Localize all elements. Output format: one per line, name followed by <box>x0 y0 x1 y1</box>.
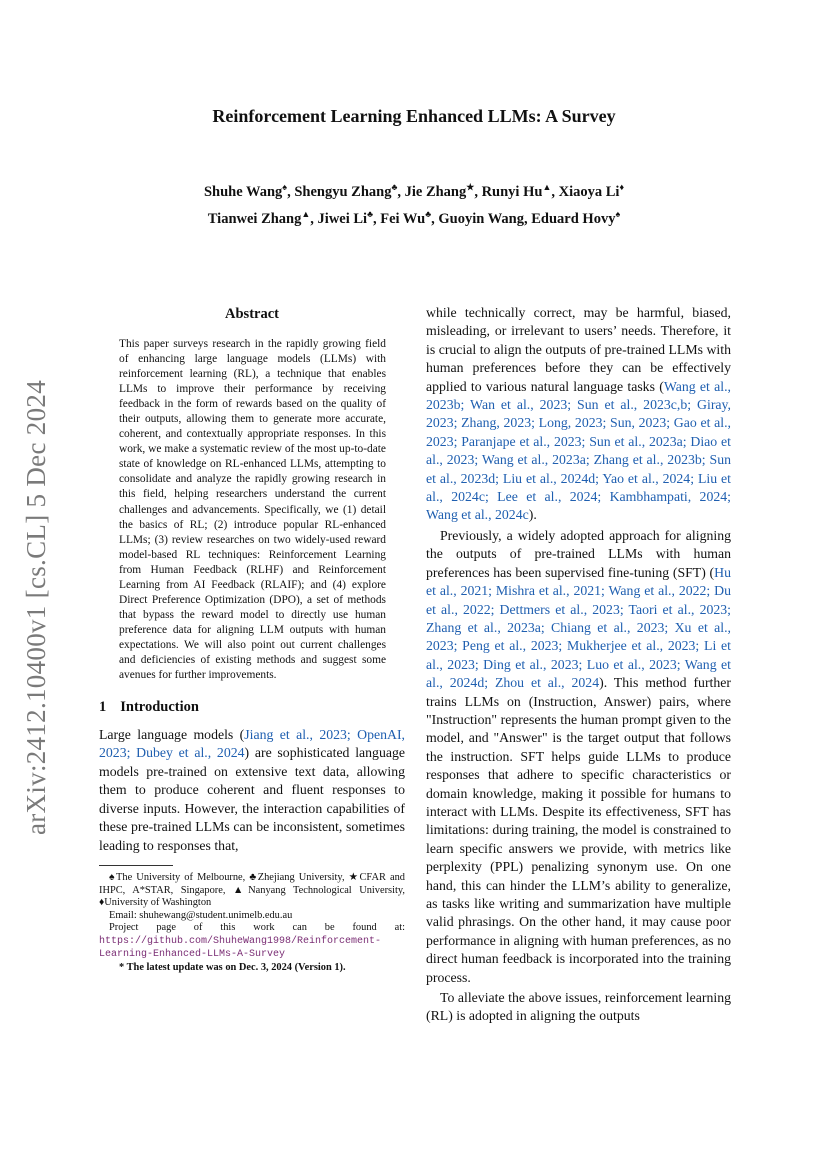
affiliations-footnote: ♠The University of Melbourne, ♣Zhejiang University, ★CFAR and IHPC, A*STAR, Singapore, ▲Nanyang Technological University, ♦University of Washington <box>99 871 405 909</box>
section-title: Introduction <box>120 699 199 716</box>
right-column <box>426 304 731 1026</box>
left-column <box>99 306 405 975</box>
author: Eduard Hovy♠ <box>531 208 621 227</box>
abstract-heading: Abstract <box>225 306 279 322</box>
body-paragraph: To alleviate the above issues, reinforcement learning (RL) is adopted in aligning the outputs <box>426 990 731 1024</box>
author: Tianwei Zhang▲ <box>207 208 311 227</box>
author-line-2: Tianwei Zhang▲, Jiwei Li♣, Fei Wu♣, Guoyin Wang, Eduard Hovy♠ <box>207 208 621 227</box>
author: Xiaoya Li♦ <box>558 182 625 200</box>
section-heading-introduction <box>99 699 405 716</box>
abstract-body: This paper surveys research in the rapidly growing field of enhancing large language models (LLMs) with reinforcement learning (RL), a technique that enables LLMs to improve their performance by receiving feedback in the form of rewards based on the quality of their outputs, allowing them to generate more accurate, coherent, and contextually appropriate responses. In this work, we make a systematic review of the most up-to-date state of knowledge on RL-enhanced LLMs, attempting to consolidate and analyze the rapidly growing research in this field, helping researchers understand the current challenges and advancements. Specifically, we (1) detail the basics of RL; (2) introduce popular RL-enhanced LLMs; (3) review researches on two widely-used reward model-based RL techniques: Reinforcement Learning from Human Feedback (RLHF) and Reinforcement Learning from AI Feedback (RLAIF); and (4) explore Direct Preference Optimization (DPO), a set of methods that bypass the reward model to directly use human preference data for aligning LLM outputs with human expectations. We will also point out current challenges and deficiencies of existing methods and suggest some avenues for further improvements. <box>119 338 386 682</box>
author: Guoyin Wang <box>438 210 524 227</box>
author: Jie Zhang★ <box>404 182 475 200</box>
citation-link[interactable]: Wang et al., 2023b; Wan et al., 2023; Sun et al., 2023c,b; Giray, 2023; Zhang, 2023; Long, 2023; Sun, 2023; Gao et al., 2023; Paranjape et al., 2023; Sun et al., 2023a; Diao et al., 2023; Wang et al., 2023a; Zhang et al., 2023b; Sun et al., 2023d; Liu et al., 2024d; Yao et al., 2024; Liu et al., 2024c; Lee et al., 2024; Kambhampati, 2024; Wang et al., 2024c <box>426 378 731 523</box>
project-url-link[interactable]: https://github.com/ShuheWang1998/Reinforcement-Learning-Enhanced-LLMs-A-Survey <box>99 935 382 961</box>
intro-paragraph: Large language models (Jiang et al., 2023; OpenAI, 2023; Dubey et al., 2024) are sophisticated language models pre-trained on extensive text data, allowing them to produce coherent and fluent responses to diverse inputs. However, the interaction capabilities of these pre-trained LLMs can be inconsistent, sometimes leading to responses that, <box>99 727 406 853</box>
paper-title: Reinforcement Learning Enhanced LLMs: A Survey <box>212 106 616 126</box>
citation-link[interactable]: Jiang et al., 2023; OpenAI, 2023; Dubey et al., 2024 <box>99 727 406 761</box>
author: Shuhe Wang♠ <box>203 182 288 200</box>
arxiv-identifier-stamp <box>20 372 54 842</box>
author: Shengyu Zhang♣ <box>294 182 398 200</box>
section-number: 1 <box>99 699 107 716</box>
body-paragraph: Previously, a widely adopted approach for aligning the outputs of pre-trained LLMs with human preferences has been supervised fine-tuning (SFT) (Hu et al., 2021; Mishra et al., 2021; Wang et al., 2022; Du et al., 2022; Dettmers et al., 2023; Taori et al., 2023; Zhang et al., 2023a; Chiang et al., 2023; Xu et al., 2023; Peng et al., 2023; Mukherjee et al., 2023; Li et al., 2023; Ding et al., 2023; Luo et al., 2023; Wang et al., 2024d; Zhou et al., 2024). This method further trains LLMs on (Instruction, Answer) pairs, where "Instruction" represents the human prompt given to the model, and "Answer" is the target output that follows the instruction. SFT helps guide LLMs to produce responses that adhere to specific characteristics or domain knowledge, making it possible for humans to interact with LLMs. Despite its effectiveness, SFT has limitations: during training, the model is constrained to learn specific answers we provide, with metrics like perplexity (PPL) penalizing synonym use. On one hand, this can hinder the LLM’s ability to generalize, as tasks like writing and summarization have multiple valid phrasings. On the other hand, it may cause poor performance in aligning with human preferences, as no direct human feedback is incorporated into the training process. <box>426 527 731 985</box>
body-paragraph: while technically correct, may be harmful, biased, misleading, or irrelevant to users’ needs. Therefore, it is crucial to align the outputs of pre-trained LLMs with human preferences before they can be effectively applied to various natural language tasks (Wang et al., 2023b; Wan et al., 2023; Sun et al., 2023c,b; Giray, 2023; Zhang, 2023; Long, 2023; Sun, 2023; Gao et al., 2023; Paranjape et al., 2023; Sun et al., 2023a; Diao et al., 2023; Wang et al., 2023a; Zhang et al., 2023b; Sun et al., 2023d; Liu et al., 2024d; Yao et al., 2024; Liu et al., 2024c; Lee et al., 2024; Kambhampati, 2024; Wang et al., 2024c). <box>426 305 731 523</box>
footnote-divider <box>99 865 173 866</box>
footnotes <box>99 872 405 975</box>
citation-link[interactable]: Hu et al., 2021; Mishra et al., 2021; Wang et al., 2022; Du et al., 2022; Dettmers et al., 2023; Taori et al., 2023; Zhang et al., 2023a; Chiang et al., 2023; Xu et al., 2023; Peng et al., 2023; Mukherjee et al., 2023; Li et al., 2023; Ding et al., 2023; Luo et al., 2023; Wang et al., 2024d; Zhou et al., 2024 <box>426 564 731 691</box>
update-note: * The latest update was on Dec. 3, 2024 (Version 1). <box>119 962 346 974</box>
author-list <box>0 176 828 230</box>
author: Jiwei Li♣ <box>317 208 373 227</box>
author-line-1: Shuhe Wang♠, Shengyu Zhang♣, Jie Zhang★, Runyi Hu▲, Xiaoya Li♦ <box>203 182 625 200</box>
arxiv-identifier-text: arXiv:2412.10400v1 [cs.CL] 5 Dec 2024 <box>21 379 52 835</box>
project-footnote: Project page of this work can be found at: https://github.com/ShuheWang1998/Reinforcement-Learning-Enhanced-LLMs-A-Survey <box>99 922 405 961</box>
email-footnote: Email: shuhewang@student.unimelb.edu.au <box>109 909 293 921</box>
author: Fei Wu♣ <box>380 208 432 227</box>
author: Runyi Hu▲ <box>481 182 552 200</box>
